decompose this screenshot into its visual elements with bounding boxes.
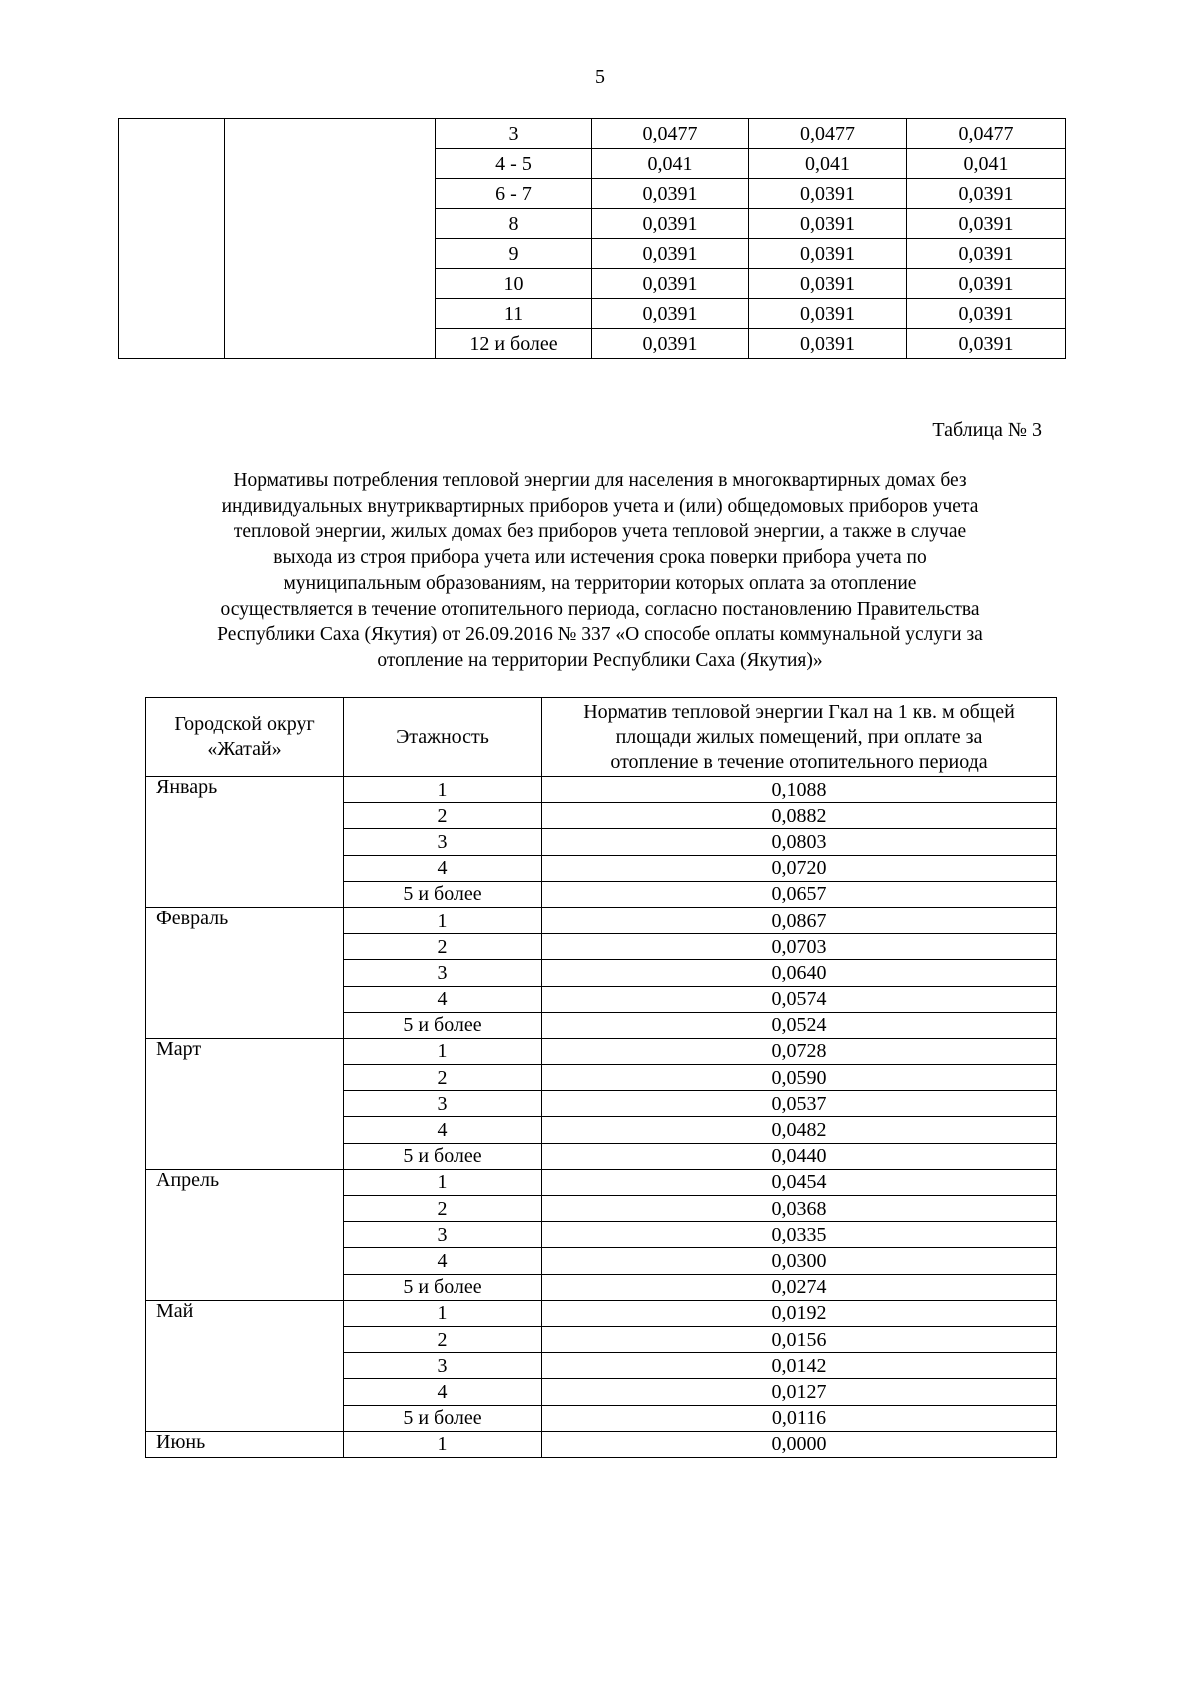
floors-cell: 5 и более xyxy=(344,1274,542,1300)
value-cell: 0,041 xyxy=(592,149,749,179)
header-cell xyxy=(542,698,1057,777)
value-cell: 0,0640 xyxy=(542,960,1057,986)
value-cell: 0,0703 xyxy=(542,934,1057,960)
floors-cell: 5 и более xyxy=(344,1012,542,1038)
table-row xyxy=(119,119,1066,149)
continued-norms-table xyxy=(118,118,1066,359)
table-row xyxy=(146,907,1057,933)
value-cell: 0,0391 xyxy=(592,299,749,329)
value-cell: 0,0391 xyxy=(907,239,1066,269)
value-cell: 0,041 xyxy=(749,149,907,179)
value-cell: 0,0537 xyxy=(542,1091,1057,1117)
floors-cell: 2 xyxy=(344,1196,542,1222)
floors-cell: 9 xyxy=(436,239,592,269)
floors-cell: 3 xyxy=(436,119,592,149)
empty-cell xyxy=(225,119,436,359)
value-cell: 0,0590 xyxy=(542,1065,1057,1091)
value-cell: 0,0454 xyxy=(542,1169,1057,1195)
floors-cell: 5 и более xyxy=(344,1143,542,1169)
floors-cell: 1 xyxy=(344,1038,542,1064)
floors-cell: 1 xyxy=(344,1431,542,1457)
value-cell: 0,0391 xyxy=(749,329,907,359)
table-row xyxy=(146,777,1057,803)
value-cell: 0,1088 xyxy=(542,777,1057,803)
floors-cell: 5 и более xyxy=(344,881,542,907)
table-row xyxy=(146,1431,1057,1457)
floors-cell: 6 - 7 xyxy=(436,179,592,209)
month-cell: Январь xyxy=(146,777,344,908)
table-title xyxy=(120,468,1080,674)
floors-cell: 2 xyxy=(344,803,542,829)
month-cell: Март xyxy=(146,1038,344,1169)
table-row xyxy=(146,1300,1057,1326)
value-cell: 0,0335 xyxy=(542,1222,1057,1248)
title-line: тепловой энергии, жилых домах без приборов учета тепловой энергии, а также в случае xyxy=(233,521,967,543)
page-number: 5 xyxy=(595,66,605,88)
header-row xyxy=(146,698,1057,777)
month-cell: Май xyxy=(146,1300,344,1431)
value-cell: 0,0574 xyxy=(542,986,1057,1012)
value-cell: 0,0274 xyxy=(542,1274,1057,1300)
title-line: осуществляется в течение отопительного периода, согласно постановлению Правительства xyxy=(220,598,980,620)
header-cell xyxy=(146,698,344,777)
value-cell: 0,0391 xyxy=(907,329,1066,359)
header-line: отопление в течение отопительного периода xyxy=(610,750,988,773)
header-line: «Жатай» xyxy=(207,738,282,760)
value-cell: 0,0720 xyxy=(542,855,1057,881)
floors-cell: 12 и более xyxy=(436,329,592,359)
table-label: Таблица № 3 xyxy=(932,419,1042,441)
floors-cell: 1 xyxy=(344,907,542,933)
value-cell: 0,0728 xyxy=(542,1038,1057,1064)
value-cell: 0,0477 xyxy=(907,119,1066,149)
value-cell: 0,0000 xyxy=(542,1431,1057,1457)
floors-cell: 4 xyxy=(344,855,542,881)
title-line: Нормативы потребления тепловой энергии для населения в многоквартирных домах без xyxy=(233,470,967,491)
value-cell: 0,0300 xyxy=(542,1248,1057,1274)
floors-cell: 4 xyxy=(344,1117,542,1143)
title-line: индивидуальных внутриквартирных приборов учета и (или) общедомовых приборов учета xyxy=(221,495,979,517)
title-line: отопление на территории Республики Саха (Якутия)» xyxy=(377,649,823,671)
value-cell: 0,0142 xyxy=(542,1353,1057,1379)
value-cell: 0,0391 xyxy=(592,179,749,209)
floors-cell: 2 xyxy=(344,934,542,960)
table-row xyxy=(146,1038,1057,1064)
header-line: Городской округ xyxy=(174,713,315,735)
value-cell: 0,0391 xyxy=(749,179,907,209)
value-cell: 0,0391 xyxy=(749,209,907,239)
floors-cell: 4 xyxy=(344,1379,542,1405)
value-cell: 0,0116 xyxy=(542,1405,1057,1431)
value-cell: 0,0391 xyxy=(592,329,749,359)
value-cell: 0,0882 xyxy=(542,803,1057,829)
floors-cell: 3 xyxy=(344,1222,542,1248)
table-row xyxy=(146,1169,1057,1195)
value-cell: 0,041 xyxy=(907,149,1066,179)
value-cell: 0,0482 xyxy=(542,1117,1057,1143)
floors-cell: 1 xyxy=(344,777,542,803)
value-cell: 0,0477 xyxy=(749,119,907,149)
floors-cell: 1 xyxy=(344,1300,542,1326)
value-cell: 0,0657 xyxy=(542,881,1057,907)
title-line: Республики Саха (Якутия) от 26.09.2016 № 337 «О способе оплаты коммунальной услуги за xyxy=(217,624,983,646)
value-cell: 0,0391 xyxy=(592,269,749,299)
floors-cell: 4 - 5 xyxy=(436,149,592,179)
value-cell: 0,0156 xyxy=(542,1326,1057,1352)
title-line: выхода из строя прибора учета или истечения срока поверки прибора учета по xyxy=(273,547,927,569)
value-cell: 0,0803 xyxy=(542,829,1057,855)
value-cell: 0,0477 xyxy=(592,119,749,149)
value-cell: 0,0391 xyxy=(907,209,1066,239)
floors-cell: 2 xyxy=(344,1326,542,1352)
value-cell: 0,0391 xyxy=(749,269,907,299)
title-line: муниципальным образованиям, на территории которых оплата за отопление xyxy=(283,572,917,594)
heat-energy-norms-table xyxy=(145,697,1057,1458)
floors-cell: 3 xyxy=(344,1091,542,1117)
value-cell: 0,0440 xyxy=(542,1143,1057,1169)
header-line: площади жилых помещений, при оплате за xyxy=(615,725,983,748)
floors-cell: 10 xyxy=(436,269,592,299)
value-cell: 0,0391 xyxy=(749,299,907,329)
value-cell: 0,0391 xyxy=(907,179,1066,209)
month-cell: Июнь xyxy=(146,1431,344,1457)
floors-cell: 4 xyxy=(344,1248,542,1274)
floors-cell: 8 xyxy=(436,209,592,239)
floors-cell: 1 xyxy=(344,1169,542,1195)
floors-cell: 3 xyxy=(344,960,542,986)
value-cell: 0,0391 xyxy=(592,239,749,269)
floors-cell: 3 xyxy=(344,829,542,855)
value-cell: 0,0368 xyxy=(542,1196,1057,1222)
header-cell xyxy=(344,698,542,777)
value-cell: 0,0867 xyxy=(542,907,1057,933)
floors-cell: 2 xyxy=(344,1065,542,1091)
header-line: Этажность xyxy=(396,725,489,748)
empty-cell xyxy=(119,119,225,359)
month-cell: Февраль xyxy=(146,907,344,1038)
value-cell: 0,0524 xyxy=(542,1012,1057,1038)
value-cell: 0,0391 xyxy=(907,269,1066,299)
floors-cell: 11 xyxy=(436,299,592,329)
value-cell: 0,0391 xyxy=(749,239,907,269)
value-cell: 0,0127 xyxy=(542,1379,1057,1405)
floors-cell: 3 xyxy=(344,1353,542,1379)
value-cell: 0,0391 xyxy=(907,299,1066,329)
floors-cell: 4 xyxy=(344,986,542,1012)
month-cell: Апрель xyxy=(146,1169,344,1300)
value-cell: 0,0391 xyxy=(592,209,749,239)
header-line: Норматив тепловой энергии Гкал на 1 кв. м общей xyxy=(583,700,1015,723)
floors-cell: 5 и более xyxy=(344,1405,542,1431)
value-cell: 0,0192 xyxy=(542,1300,1057,1326)
